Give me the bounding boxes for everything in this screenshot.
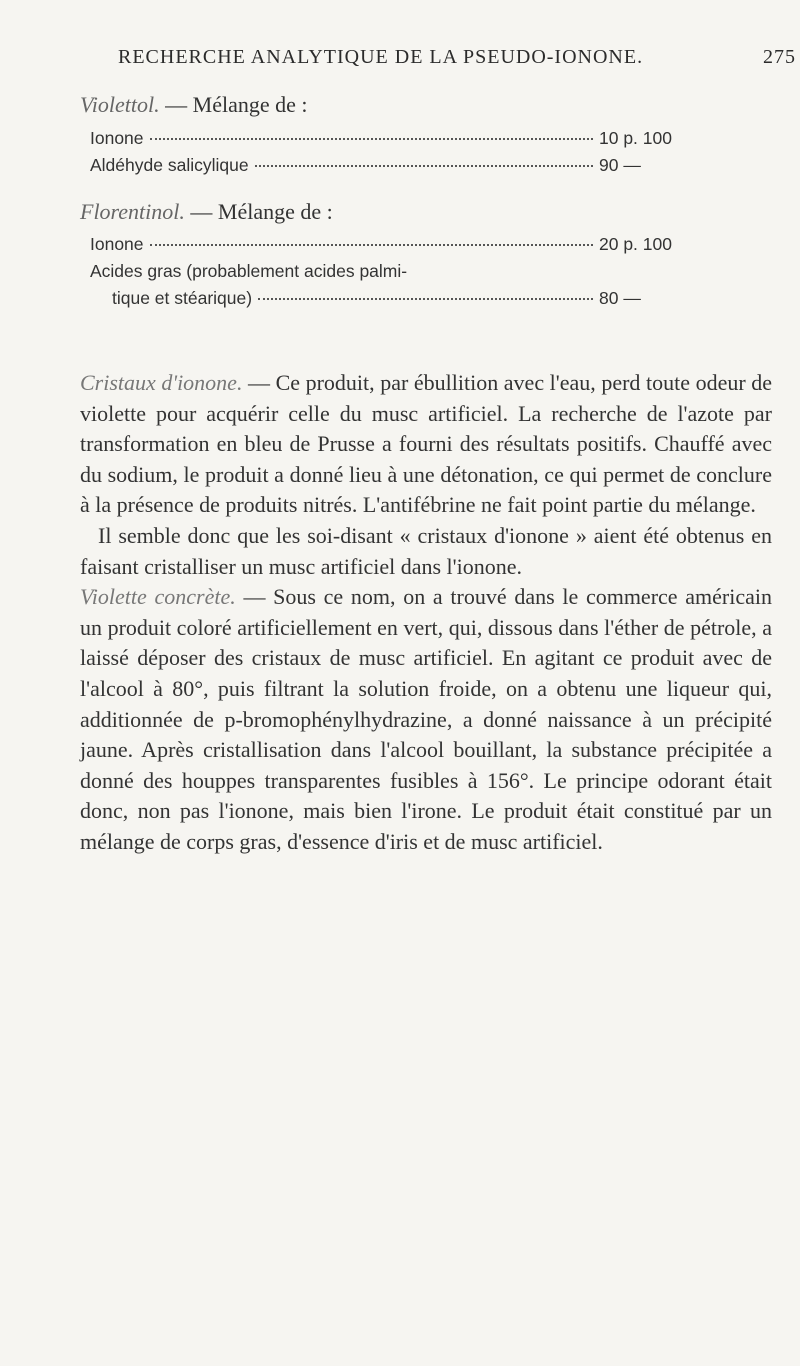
ingredient-name: Acides gras (probablement acides palmi- [90,261,408,281]
paragraph-text: — Sous ce nom, on a trouvé dans le commerce américain un produit coloré artificiellement en vert, qui, dissous dans l'éther de pétrole, a laissé déposer des cristaux de musc artificiel. En agitant ce produit avec de l'alcool à 80°, puis filtrant la solution froide, on a obtenu une liqueur qui, additionnée de p-bromophénylhydrazine, a donné naissance à un précipité jaune. Après cristallisation dans l'alcool bouillant, la substance précipitée a donné des houppes transparentes fusibles à 156°. Le principe odorant était donc, non pas l'ionone, mais bien l'irone. Le produit était constitué par un mélange de corps gras, d'essence d'iris et de musc artificiel. [80,584,772,854]
paragraph [80,521,772,582]
formula-heading-florentinol [80,199,333,225]
leader-dots [258,298,593,300]
formula-row [90,234,695,260]
header-title: RECHERCHE ANALYTIQUE DE LA PSEUDO-IONONE. [118,46,644,68]
formula-name: Violettol. [80,92,160,117]
formula-intro: — Mélange de : [159,92,308,117]
ingredient-quantity: 90 — [599,155,641,175]
formula-row [90,128,695,154]
running-header [118,46,796,76]
formula-heading-violettol [80,92,308,118]
leader-dots [150,138,593,140]
ingredient-quantity: 10 p. 100 [599,128,672,148]
body-text [80,368,772,858]
paragraph-lead: Violette concrète. [80,584,236,610]
page-number: 275 [763,46,796,68]
ingredient-quantity: 80 — [599,288,641,308]
formula-intro: — Mélange de : [184,199,333,224]
leader-dots [150,244,593,246]
paragraph-lead: Cristaux d'ionone. [80,370,243,395]
formula-name: Florentinol. [80,199,185,224]
ingredient-name: Ionone [90,128,144,148]
paragraph [80,582,772,857]
paragraph-text: Il semble donc que les soi-disant « cristaux d'ionone » aient été obtenus en faisant cristalliser un musc artificiel dans l'ionone. [80,522,772,579]
paragraph-text: — Ce produit, par ébullition avec l'eau, perd toute odeur de violette pour acquérir celle du musc artificiel. La recherche de l'azote par transformation en bleu de Prusse a fourni des résultats positifs. Chauffé avec du sodium, le produit a donné lieu à une détonation, ce qui permet de conclure à la présence de produits nitrés. L'antifébrine ne fait point partie du mélange. [80,370,772,518]
ingredient-name: Ionone [90,234,144,254]
formula-row [90,155,695,181]
leader-dots [255,165,593,167]
ingredient-quantity: 20 p. 100 [599,234,672,254]
ingredient-name: tique et stéarique) [112,288,253,308]
ingredient-name: Aldéhyde salicylique [90,155,249,175]
paragraph [80,368,772,521]
formula-row [90,261,695,287]
formula-row [112,288,695,314]
